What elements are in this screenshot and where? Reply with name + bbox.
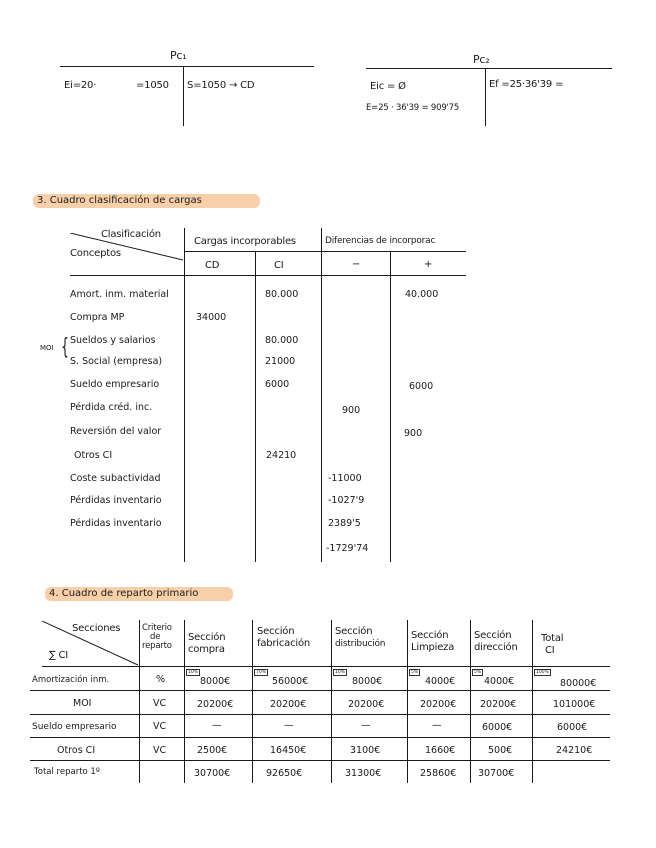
row4-total: 24210€ — [556, 745, 593, 756]
row4-concepto: Sueldo empresario — [32, 722, 117, 732]
row4-compra: 30700€ — [194, 768, 231, 779]
t-account-pc2-hline — [366, 68, 612, 69]
pct-tag-total: 100% — [536, 670, 549, 675]
row3-concepto: Pérdidas inventario — [70, 518, 162, 529]
table4-line-2 — [30, 714, 610, 715]
row3-concepto: Sueldo empresario — [70, 379, 160, 390]
row4-direccion: 30700€ — [478, 768, 515, 779]
row4-distribucion: 31300€ — [345, 768, 382, 779]
table3-vline-2 — [255, 252, 256, 562]
row3-cd: 34000 — [196, 312, 227, 323]
row4-total: 80000€ — [560, 678, 597, 689]
col-ci: CI — [274, 260, 284, 271]
row3-concepto: Pérdida créd. inc. — [70, 402, 153, 413]
row3-minus: 2389'5 — [328, 518, 361, 529]
col-fabricacion: Sección fabricación — [257, 626, 311, 649]
row3-concepto: Sueldos y salarios — [70, 335, 156, 346]
section3-title: 3. Cuadro clasificación de cargas — [37, 195, 202, 206]
t-account-pc1-hline — [60, 66, 314, 67]
row4-concepto: Otros CI — [57, 745, 96, 756]
row3-ci: 80.000 — [265, 289, 299, 300]
row3-ci: 21000 — [265, 356, 296, 367]
row3-concepto: Compra MP — [70, 312, 125, 323]
row4-criterio: % — [156, 674, 166, 685]
table3-vline-3 — [321, 228, 322, 562]
row4-direccion: 20200€ — [480, 699, 517, 710]
table4-vline-1 — [139, 620, 140, 783]
t-account-pc1-debit-1: Ei=20· — [64, 80, 97, 91]
row4-fabricacion: 56000€ — [272, 676, 309, 687]
table4-vline-4 — [331, 620, 332, 783]
row3-ci: 6000 — [265, 379, 290, 390]
table4-line-1 — [30, 690, 610, 691]
pct-tag-fabricacion: 70% — [256, 670, 267, 675]
row4-direccion: 500€ — [488, 745, 513, 756]
row4-limpieza: 25860€ — [420, 768, 457, 779]
moi-label: MOI — [40, 344, 54, 352]
row3-minus: 900 — [342, 405, 361, 416]
t-account-pc1-vline — [183, 66, 184, 126]
t-account-pc1-title: Pc₁ — [170, 49, 187, 62]
row4-distribucion: 3100€ — [350, 745, 381, 756]
table3-line-groups — [184, 251, 466, 252]
col-distribucion: Sección distribución — [335, 626, 386, 649]
row4-limpieza: — — [432, 720, 442, 731]
row4-criterio: VC — [153, 721, 167, 732]
row4-limpieza: 4000€ — [425, 676, 456, 687]
col-compra: Sección compra — [188, 632, 226, 655]
header-secciones: Secciones — [72, 623, 121, 634]
table4-vline-6 — [470, 620, 471, 783]
t-account-pc2-vline — [485, 68, 486, 126]
row4-compra: 8000€ — [200, 676, 231, 687]
row4-fabricacion: 92650€ — [266, 768, 303, 779]
pct-tag-direccion: 5% — [474, 670, 482, 675]
col-cd: CD — [205, 260, 220, 271]
row4-compra: 2500€ — [197, 745, 228, 756]
row3-minus: -11000 — [328, 473, 362, 484]
group-incorporables: Cargas incorporables — [194, 236, 296, 247]
table4-line-3 — [30, 737, 610, 738]
col-minus: − — [352, 259, 361, 270]
t-account-pc2-debit-1: Eic = Ø — [370, 81, 406, 92]
pct-tag-limpieza: 5% — [411, 670, 419, 675]
pct-tag-compra: 10% — [188, 670, 199, 675]
row4-compra: 20200€ — [197, 699, 234, 710]
row4-distribucion: 20200€ — [348, 699, 385, 710]
row4-fabricacion: — — [284, 720, 294, 731]
row3-ci: 24210 — [266, 450, 297, 461]
t-account-pc2-credit-1: Ef =25·36'39 = — [489, 79, 564, 90]
row3-minus: -1729'74 — [326, 543, 369, 554]
row4-direccion: 4000€ — [484, 676, 515, 687]
row3-concepto: Amort. inm. material — [70, 289, 169, 300]
row3-concepto: Otros CI — [74, 450, 113, 461]
table4-vline-7 — [532, 620, 533, 783]
table4-vline-2 — [184, 620, 185, 783]
table4-vline-5 — [407, 620, 408, 783]
row4-distribucion: — — [361, 720, 371, 731]
t-account-pc2-debit-2: E=25 · 36'39 = 909'75 — [366, 103, 460, 113]
row4-limpieza: 20200€ — [420, 699, 457, 710]
row3-plus: 900 — [404, 428, 423, 439]
row4-total: 6000€ — [557, 722, 588, 733]
table4-line-header — [42, 666, 610, 667]
table3-line-header — [70, 275, 466, 276]
col-plus: + — [424, 259, 433, 270]
row3-concepto: S. Social (empresa) — [70, 356, 163, 367]
row4-criterio: VC — [153, 745, 167, 756]
row4-fabricacion: 20200€ — [270, 699, 307, 710]
table4-line-4 — [30, 760, 610, 761]
row3-concepto: Pérdidas inventario — [70, 495, 162, 506]
table3-vline-1 — [184, 228, 185, 562]
t-account-pc1-debit-2: =1050 — [136, 80, 169, 91]
row4-compra: — — [212, 720, 222, 731]
row4-concepto: MOI — [73, 698, 92, 709]
row3-concepto: Coste subactividad — [70, 473, 161, 484]
t-account-pc1-credit-1: S=1050 → CD — [187, 80, 255, 91]
col-direccion: Sección dirección — [474, 630, 518, 653]
row4-distribucion: 8000€ — [352, 676, 383, 687]
col-limpieza: Sección Limpieza — [411, 630, 455, 653]
row3-plus: 6000 — [409, 381, 434, 392]
section4-title: 4. Cuadro de reparto primario — [49, 588, 199, 599]
row3-minus: -1027'9 — [328, 495, 365, 506]
header-sum-ci: ∑ CI — [49, 650, 69, 661]
row4-total: 101000€ — [553, 699, 596, 710]
col-total: Total CI — [541, 633, 564, 656]
header-conceptos: Conceptos — [70, 248, 121, 259]
moi-brace: { — [61, 335, 69, 360]
row4-concepto: Amortización inm. — [32, 675, 110, 685]
row3-ci: 80.000 — [265, 335, 299, 346]
row4-criterio: VC — [153, 698, 167, 709]
header-clasificacion: Clasificación — [101, 229, 161, 240]
t-account-pc2-title: Pc₂ — [473, 53, 490, 66]
row4-concepto: Total reparto 1º — [34, 767, 100, 777]
row4-limpieza: 1660€ — [425, 745, 456, 756]
row4-direccion: 6000€ — [482, 722, 513, 733]
row3-plus: 40.000 — [405, 289, 439, 300]
group-diferencias: Diferencias de incorporac — [325, 236, 436, 246]
pct-tag-distribucion: 10% — [335, 670, 346, 675]
row4-fabricacion: 16450€ — [270, 745, 307, 756]
table4-vline-3 — [252, 620, 253, 783]
table3-vline-4 — [390, 252, 391, 562]
col-criterio: Criterio de reparto — [142, 623, 172, 651]
row3-concepto: Reversión del valor — [70, 426, 162, 437]
